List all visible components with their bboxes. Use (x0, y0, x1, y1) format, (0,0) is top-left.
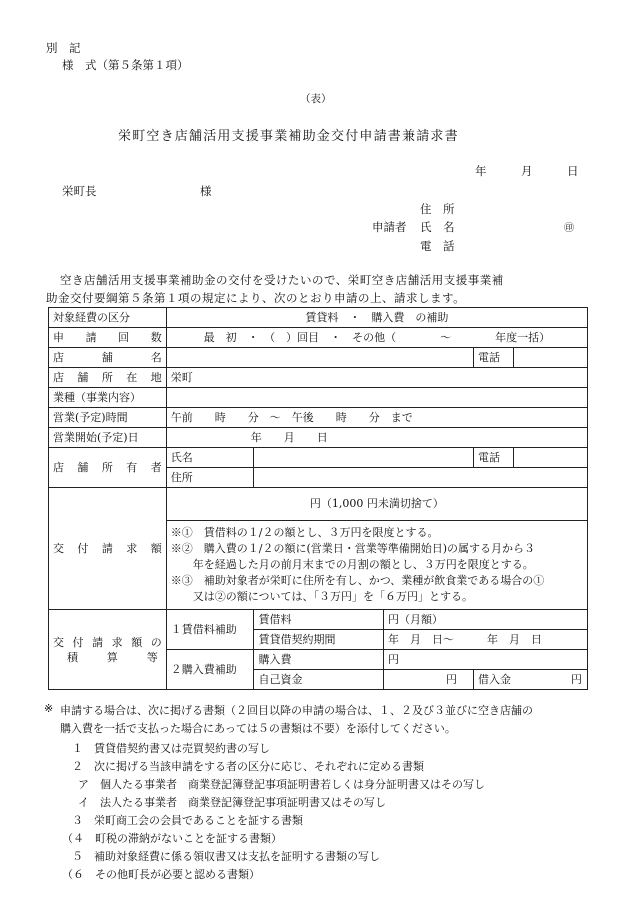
rent-fee-label: 賃借料 (254, 610, 384, 630)
footnote-intro-a: 申請する場合は、次に掲げる書類（２回目以降の申請の場合は、１、２及び３並びに空き店舗の (60, 704, 533, 717)
list-item: （４ 町税の滞納がないことを証する書類） (62, 832, 282, 845)
category-label: 対象経費の区分 (49, 308, 167, 328)
owner-name-label: 氏名 (166, 448, 254, 468)
store-phone-label: 電話 (473, 348, 513, 368)
table-row (49, 348, 588, 368)
count-label: 申請回数 (49, 328, 167, 348)
owner-address-field[interactable] (254, 468, 588, 488)
note1-text: 賃借料の１/２の額とし、３万円を限度とする。 (203, 526, 439, 539)
amount-unit[interactable]: 円（1,000 円未満切捨て） (167, 488, 587, 521)
start-value[interactable]: 年 月 日 (166, 428, 587, 448)
table-row (49, 408, 588, 428)
owner-phone-label: 電話 (473, 448, 513, 468)
footnote-mark: ※ (44, 702, 54, 715)
owner-phone-field[interactable] (513, 448, 587, 468)
side-label: （表） (300, 93, 332, 105)
note2-text-b: 年を経過した月の前月末までの月割の額とし、３万円を限度とする。 (192, 558, 534, 571)
appendix-label: 別 記 (46, 41, 81, 55)
name-label: 氏 名 (420, 220, 455, 234)
store-phone-field[interactable] (513, 348, 587, 368)
date-field: 年 月 日 (475, 164, 579, 178)
loan-unit: 円 (570, 673, 582, 686)
table-row (49, 328, 588, 348)
hours-value[interactable]: 午前 時 分 〜 午後 時 分 まで (166, 408, 587, 428)
list-item: イ 法人たる事業者 商業登記簿登記事項証明書又はその写し (78, 796, 386, 809)
location-label: 店舗所在地 (49, 368, 167, 388)
start-label: 営業開始(予定)日 (49, 428, 167, 448)
list-item: ２ 次に掲げる当該申請をする者の区分に応じ、それぞれに定める書類 (72, 760, 424, 773)
intro-line-2: 助金交付要綱第５条第１項の規定により、次のとおり申請の上、請求します。 (46, 291, 466, 305)
loan-label: 借入金 (477, 673, 511, 686)
purchase-label: ２購入費補助 (166, 650, 254, 690)
store-name-field[interactable] (166, 348, 473, 368)
note3-text-a: 補助対象者が栄町に住所を有し、かつ、業種が飲食業である場合の① (203, 574, 545, 587)
store-name-label: 店舗名 (49, 348, 167, 368)
note1-mark: ※① (170, 526, 193, 539)
loan-value[interactable] (473, 670, 587, 690)
note2-text-a: 購入費の１/２の額に(営業日・営業等準備開始日)の属する月から３ (203, 542, 536, 555)
own-funds-unit: 円 (446, 673, 458, 686)
amount-notes (167, 521, 587, 609)
breakdown-label-1: 交付請求額の (53, 635, 162, 649)
note2-mark: ※② (170, 542, 193, 555)
count-value[interactable]: 最 初 ・ （ ）回目 ・ その他（ 〜 年度一括） (166, 328, 587, 348)
list-item: ア 個人たる事業者 商業登記簿登記事項証明書若しくは身分証明書又はその写し (78, 778, 485, 791)
own-funds-value[interactable] (384, 670, 474, 690)
hours-label: 営業(予定)時間 (49, 408, 167, 428)
business-label: 業種（事業内容） (49, 388, 167, 408)
rent-label: １賃借料補助 (166, 610, 254, 650)
honorific: 様 (200, 184, 212, 198)
rent-period-label: 賃貸借契約期間 (254, 630, 384, 650)
table-row (49, 448, 588, 468)
table-row (49, 488, 588, 610)
seal-icon: ㊞ (564, 223, 574, 234)
owner-label: 店舗所有者 (49, 448, 167, 488)
table-row (49, 308, 588, 328)
address-label: 住 所 (420, 202, 455, 216)
list-item: １ 賃貸借契約書又は売買契約書の写し (72, 742, 270, 755)
applicant-label: 申請者 (372, 220, 407, 234)
location-value[interactable]: 栄町 (166, 368, 587, 388)
page-title: 栄町空き店舗活用支援事業補助金交付申請書兼請求書 (118, 129, 459, 144)
purchase-fee-unit[interactable]: 円 (384, 650, 588, 670)
table-row (49, 368, 588, 388)
rent-period-value[interactable]: 年 月 日〜 年 月 日 (384, 630, 588, 650)
category-value[interactable]: 賃貸料 ・ 購入費 の補助 (166, 308, 587, 328)
table-row (49, 428, 588, 448)
amount-cell (166, 488, 587, 610)
footnote-intro-b: 購入費を一括で支払った場合にあっては５の書類は不要）を添付してください。 (60, 722, 456, 735)
list-item: ３ 栄町商工会の会員であることを証する書類 (72, 814, 303, 827)
form-label: 様 式（第５条第１項） (62, 58, 189, 72)
amount-label: 交付請求額 (49, 488, 167, 610)
intro-line-1: 空き店舗活用支援事業補助金の交付を受けたいので、栄町空き店舗活用支援事業補 (60, 273, 504, 287)
purchase-fee-label: 購入費 (254, 650, 384, 670)
rent-fee-unit[interactable]: 円（月額） (384, 610, 588, 630)
list-item: ５ 補助対象経費に係る領収書又は支払を証明する書類の写し (72, 850, 380, 863)
breakdown-label-2: 積算等 (67, 650, 158, 664)
phone-label: 電 話 (420, 239, 455, 253)
table-row (49, 388, 588, 408)
addressee: 栄町長 (62, 184, 97, 198)
business-field[interactable] (166, 388, 587, 408)
application-form-table (48, 307, 588, 690)
owner-address-label: 住所 (166, 468, 254, 488)
breakdown-label (49, 610, 167, 690)
owner-name-field[interactable] (254, 448, 473, 468)
table-row (49, 610, 588, 630)
list-item: （６ その他町長が必要と認める書類） (62, 868, 260, 881)
own-funds-label: 自己資金 (254, 670, 384, 690)
note3-mark: ※③ (170, 574, 193, 587)
note3-text-b: 又は②の額については、「３万円」を「６万円」とする。 (192, 590, 474, 603)
